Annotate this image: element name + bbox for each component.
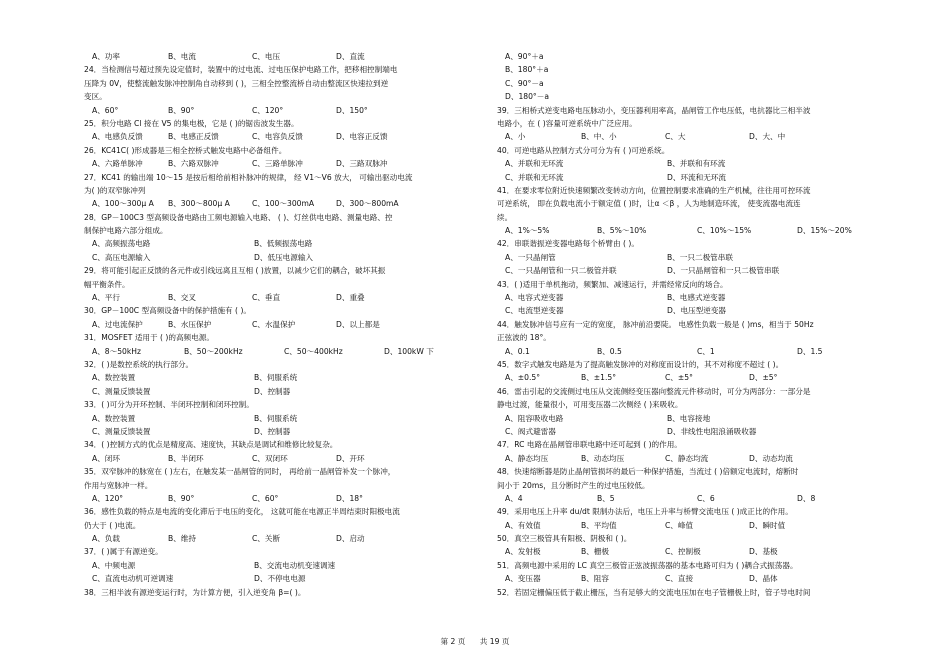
answer-options-row <box>497 519 897 532</box>
answer-option: B、50～200kHz <box>184 346 243 356</box>
answer-options-row <box>497 264 897 277</box>
answer-option: B、半闭环 <box>168 453 204 463</box>
answer-option: B、300～800μ A <box>168 199 230 209</box>
answer-option: A、六路单脉冲 <box>92 159 143 169</box>
left-column <box>84 50 484 599</box>
question-text-line: 48．快速熔断器是防止晶闸管损坏的最后一种保护措施，当流过 ( )倍额定电流时，熔断时 <box>497 467 799 477</box>
answer-option: B、交流电动机变速调速 <box>254 560 336 570</box>
answer-option: C、直流电动机可逆调速 <box>92 574 174 584</box>
answer-option: D、电压型逆变器 <box>667 306 727 316</box>
answer-option: D、控制器 <box>254 386 291 396</box>
answer-options-row <box>84 425 484 438</box>
answer-options-row <box>84 291 484 304</box>
answer-options-row <box>84 412 484 425</box>
question-text-line: 34．( )控制方式的优点是精度高、速度快，其缺点是调试和维修比较复杂。 <box>84 440 338 450</box>
answer-option: B、0.5 <box>597 346 622 356</box>
answer-option: A、高频振荡电路 <box>92 239 151 249</box>
answer-option: D、三路双脉冲 <box>336 159 388 169</box>
answer-options-row <box>497 371 897 384</box>
answer-option: A、60° <box>92 105 119 115</box>
answer-options-row <box>84 157 484 170</box>
answer-option: D、晶体 <box>749 574 778 584</box>
answer-option: C、直接 <box>665 574 694 584</box>
answer-option: A、数控装置 <box>92 373 136 383</box>
answer-option: A、电感负反馈 <box>92 132 143 142</box>
answer-option: B、并联和有环流 <box>667 159 726 169</box>
answer-option: B、水压保护 <box>168 319 212 329</box>
answer-option: B、一只二极管串联 <box>667 252 733 262</box>
question-text-line: 50．真空三极管具有阳极、阴极和 ( )。 <box>497 534 632 544</box>
answer-option: B、5 <box>597 493 615 503</box>
answer-options-row <box>497 545 897 558</box>
question-text-line: 35．双窄脉冲的脉宽在 ( )左右，在触发某一晶闸管的同时， 再给前一晶闸管补发一个脉冲， <box>84 467 396 477</box>
answer-options-row <box>497 291 897 304</box>
answer-option: C、一只晶闸管和一只二极管并联 <box>505 266 617 276</box>
answer-option-line <box>497 50 897 63</box>
answer-options-row <box>84 251 484 264</box>
answer-option: D、开环 <box>336 453 365 463</box>
question-text-line: 27．KC41 的输出端 10～15 是按后相给前相补脉冲的规律， 经 V1～V6 放大， 可输出驱动电流 <box>84 172 413 182</box>
question-text-line: 36．感性负载的特点是电流的变化滞后于电压的变化， 这就可能在电源正半周结束时阳极电流 <box>84 507 400 517</box>
answer-option: C、大 <box>665 132 686 142</box>
answer-option: C、并联和无环流 <box>505 172 564 182</box>
answer-option: D、以上都是 <box>336 319 380 329</box>
answer-option: A、8～50kHz <box>92 346 141 356</box>
answer-option: C、电容负反馈 <box>252 132 303 142</box>
answer-option: C、100～300mA <box>252 199 315 209</box>
answer-options-row <box>497 251 897 264</box>
answer-option: A、过电流保护 <box>92 319 143 329</box>
answer-option: D、低压电源输入 <box>254 252 314 262</box>
answer-option: A、负载 <box>92 534 120 544</box>
answer-option: A、4 <box>505 493 523 503</box>
answer-options-row <box>497 425 897 438</box>
question-text-line: 制保护电路六部分组成。 <box>84 226 168 236</box>
question-text-line: 46．雷击引起的交流侧过电压从交流侧经变压器向整流元件移动时，可分为两部分：一部分是 <box>497 386 811 396</box>
answer-option: C、测量反馈装置 <box>92 386 151 396</box>
answer-option: B、电感正反馈 <box>168 132 219 142</box>
answer-option: A、发射极 <box>505 547 541 557</box>
answer-option: B、阻容 <box>581 574 609 584</box>
question-text-line: 幅平衡条件。 <box>84 279 130 289</box>
question-text-line: 43．( )适用于单机拖动，频繁加、减速运行，并需经常反向的场合。 <box>497 279 728 289</box>
question-text-line: 为( )的双窄脉冲列 <box>84 185 146 195</box>
answer-option: D、180°－a <box>505 92 549 102</box>
answer-option: C、±5° <box>665 373 693 383</box>
answer-options-row <box>497 572 897 585</box>
page-number: 第 2 页 <box>440 637 466 646</box>
answer-option: A、中频电源 <box>92 560 136 570</box>
answer-option: B、电感式逆变器 <box>667 293 726 303</box>
answer-option: B、180°＋a <box>505 65 549 75</box>
answer-option: C、电流型逆变器 <box>505 306 564 316</box>
question-text-line: 38．三相半波有源逆变运行时，为计算方便，引入逆变角 β=( )。 <box>84 587 306 597</box>
answer-option: A、90°＋a <box>505 52 544 61</box>
answer-option: D、非线性电阻浪涌吸收器 <box>667 426 757 436</box>
answer-option: C、测量反馈装置 <box>92 426 151 436</box>
answer-options-row <box>497 304 897 317</box>
answer-options-row <box>84 532 484 545</box>
answer-option: D、8 <box>797 493 816 503</box>
question-text-line: 37．( )属于有源逆变。 <box>84 547 163 557</box>
answer-option: A、电容式逆变器 <box>505 293 564 303</box>
answer-options-row <box>497 452 897 465</box>
question-text-line: 44．触发脉冲信号应有一定的宽度， 脉冲前沿要陡。 电感性负载一般是 ( )ms，相当于 50Hz <box>497 319 814 329</box>
answer-option-line <box>497 90 897 103</box>
answer-option: C、垂直 <box>252 293 281 303</box>
answer-options-row <box>84 130 484 143</box>
answer-option: D、100kW 下 <box>384 346 434 356</box>
answer-option: A、120° <box>92 493 124 503</box>
answer-options-row <box>84 385 484 398</box>
question-text-line: 作用与宽脉冲一样。 <box>84 480 153 490</box>
answer-option: A、闭环 <box>92 453 120 463</box>
answer-option: D、15%～20% <box>797 226 852 236</box>
answer-option: B、伺服系统 <box>254 373 298 383</box>
answer-option: B、低频振荡电路 <box>254 239 313 249</box>
answer-option: A、静态均压 <box>505 453 549 463</box>
answer-options-row <box>84 452 484 465</box>
question-text-line: 39．三相桥式逆变电路电压脉动小，变压器利用率高，晶闸管工作电压低，电抗器比三相半波 <box>497 105 811 115</box>
answer-option: A、平行 <box>92 293 120 303</box>
question-text-line: 51．高频电源中采用的 LC 真空三极管正弦波振荡器的基本电路可归为 ( )耦合式振荡器。 <box>497 560 798 570</box>
answer-options-row <box>84 318 484 331</box>
answer-options-row <box>497 345 897 358</box>
question-text-line: 压降为 0V，使整流触发脉冲控制角自动移到 ( )，三相全控整流桥自动由整流区快速拉到逆 <box>84 78 389 88</box>
answer-option: D、150° <box>336 105 368 115</box>
answer-options-row <box>497 224 897 237</box>
answer-option: B、电流 <box>168 52 196 61</box>
answer-option: C、峰值 <box>665 520 694 530</box>
answer-option: C、6 <box>697 493 715 503</box>
answer-option: A、功率 <box>92 52 120 61</box>
question-text-line: 28．GP－100C3 型高频设备电路由工频电源输入电路、 ( )、灯丝供电电路、测量电路、控 <box>84 212 393 222</box>
answer-option: C、高压电源输入 <box>92 252 151 262</box>
answer-option: C、三路单脉冲 <box>252 159 303 169</box>
answer-option: C、双闭环 <box>252 453 288 463</box>
answer-option: B、交叉 <box>168 293 196 303</box>
answer-option: D、启动 <box>336 534 365 544</box>
answer-option: D、±5° <box>749 373 778 383</box>
answer-option: D、基极 <box>749 547 778 557</box>
answer-options-row <box>84 559 484 572</box>
question-text-line: 24．当检测信号超过预先设定值时，装置中的过电流、过电压保护电路工作，把移相控制端电 <box>84 65 398 75</box>
answer-option: D、不停电电源 <box>254 574 306 584</box>
answer-option: C、静态均流 <box>665 453 709 463</box>
answer-options-row <box>84 50 484 63</box>
answer-options-row <box>84 572 484 585</box>
question-text-line: 47．RC 电路在晶闸管串联电路中还可起到 ( )的作用。 <box>497 440 682 450</box>
answer-option: A、阻容吸收电路 <box>505 413 564 423</box>
answer-option: D、1.5 <box>797 346 823 356</box>
answer-option: B、动态均压 <box>581 453 625 463</box>
answer-option: D、动态均流 <box>749 453 793 463</box>
question-text-line: 33．( )可分为开环控制、半闭环控制和闭环控制。 <box>84 400 254 410</box>
answer-option: C、电压 <box>252 52 281 61</box>
answer-option: A、并联和无环流 <box>505 159 564 169</box>
right-column <box>497 50 897 599</box>
question-text-line: 间小于 20ms，且分断时产生的过电压较低。 <box>497 480 650 490</box>
answer-option: B、90° <box>168 105 195 115</box>
answer-options-row <box>84 492 484 505</box>
answer-options-row <box>497 171 897 184</box>
question-text-line: 45．数字式触发电路是为了提高触发脉冲的对称度而设计的，其不对称度不超过 ( )。 <box>497 359 784 369</box>
answer-option: D、大、中 <box>749 132 786 142</box>
answer-option-line <box>497 77 897 90</box>
answer-option: C、120° <box>252 105 284 115</box>
answer-option: A、数控装置 <box>92 413 136 423</box>
answer-option: A、0.1 <box>505 346 530 356</box>
answer-option: B、90° <box>168 493 195 503</box>
answer-options-row <box>84 197 484 210</box>
question-text-line: 仍大于 ( )电流。 <box>84 520 141 530</box>
answer-option: D、瞬时值 <box>749 520 786 530</box>
answer-option: A、一只晶闸管 <box>505 252 556 262</box>
answer-option: D、直流 <box>336 52 365 61</box>
answer-options-row <box>497 157 897 170</box>
answer-option: B、5%～10% <box>597 226 647 236</box>
answer-option: A、±0.5° <box>505 373 541 383</box>
answer-option: B、中、小 <box>581 132 617 142</box>
page-total: 共 19 页 <box>479 637 510 646</box>
question-text-line: 40．可逆电路从控制方式分可分为有 ( )可逆系统。 <box>497 145 670 155</box>
question-text-line: 31．MOSFET 适用于 ( )的高频电源。 <box>84 333 214 343</box>
answer-option: B、六路双脉冲 <box>168 159 219 169</box>
answer-option: C、水温保护 <box>252 319 296 329</box>
answer-option: C、50～400kHz <box>284 346 343 356</box>
question-text-line: 可逆系统， 即在负载电流小于额定值 ( )时，让α ＜β ，人为地制造环流， 使变流器电流连 <box>497 199 801 209</box>
answer-options-row <box>497 412 897 425</box>
question-text-line: 26．KC41C( )形成器是三相全控桥式触发电路中必备组件。 <box>84 145 287 155</box>
question-text-line: 41．在要求零位附近快速频繁改变转动方向，位置控制要求准确的生产机械，往往用可控环流 <box>497 185 811 195</box>
answer-option: D、环流和无环流 <box>667 172 727 182</box>
question-text-line: 30．GP－100C 型高频设备中的保护措施有 ( )。 <box>84 306 251 316</box>
answer-option: A、100～300μ A <box>92 199 154 209</box>
question-text-line: 变区。 <box>84 92 107 102</box>
answer-option: B、栅极 <box>581 547 609 557</box>
page-footer <box>0 636 950 647</box>
question-text-line: 49．采用电压上升率 du/dt 限制办法后，电压上升率与桥臂交流电压 ( )成正比的作用。 <box>497 507 793 517</box>
answer-option: D、重叠 <box>336 293 365 303</box>
question-text-line: 25．积分电路 Cl 接在 V5 的集电极，它是 ( )的锯齿波发生器。 <box>84 118 299 128</box>
answer-option: C、10%～15% <box>697 226 752 236</box>
question-text-line: 静电过渡，能量很小，可用变压器二次侧经 ( )来吸收。 <box>497 400 683 410</box>
answer-option: C、阀式避雷器 <box>505 426 556 436</box>
answer-option: D、电容正反馈 <box>336 132 388 142</box>
answer-options-row <box>84 104 484 117</box>
answer-option: B、平均值 <box>581 520 617 530</box>
answer-option: A、变压器 <box>505 574 541 584</box>
answer-option: C、90°－a <box>505 78 544 88</box>
answer-option: D、300～800mA <box>336 199 399 209</box>
answer-options-row <box>84 237 484 250</box>
answer-options-row <box>497 130 897 143</box>
answer-option: B、电容接地 <box>667 413 711 423</box>
answer-option: B、±1.5° <box>581 373 617 383</box>
question-text-line: 正弦波的 18°。 <box>497 333 551 343</box>
question-text-line: 52．若固定栅偏压低于截止栅压，当有足够大的交流电压加在电子管栅极上时，管子导电时间 <box>497 587 811 597</box>
answer-options-row <box>497 492 897 505</box>
question-text-line: 电路小，在 ( )容量可逆系统中广泛应用。 <box>497 118 637 128</box>
answer-option: D、18° <box>336 493 363 503</box>
answer-option: D、一只晶闸管和一只二极管串联 <box>667 266 780 276</box>
question-text-line: 32．( )是数控系统的执行部分。 <box>84 359 194 369</box>
answer-option: A、有效值 <box>505 520 541 530</box>
answer-option: B、维持 <box>168 534 196 544</box>
answer-options-row <box>84 371 484 384</box>
question-text-line: 42．串联谐振逆变器电路每个桥臂由 ( )。 <box>497 239 639 249</box>
answer-option: C、60° <box>252 493 279 503</box>
answer-option: C、1 <box>697 346 715 356</box>
answer-option: A、小 <box>505 132 526 142</box>
answer-option: C、控制极 <box>665 547 701 557</box>
question-text-line: 29．将可能引起正反馈的各元件或引线远离且互相 ( )放置，以减少它们的耦合，破坏其振 <box>84 266 386 276</box>
answer-option: D、控制器 <box>254 426 291 436</box>
question-text-line: 续。 <box>497 212 513 222</box>
answer-options-row <box>84 345 484 358</box>
answer-option: C、关断 <box>252 534 281 544</box>
answer-option: B、伺服系统 <box>254 413 298 423</box>
answer-option: A、1%～5% <box>505 226 550 236</box>
answer-option-line <box>497 63 897 76</box>
